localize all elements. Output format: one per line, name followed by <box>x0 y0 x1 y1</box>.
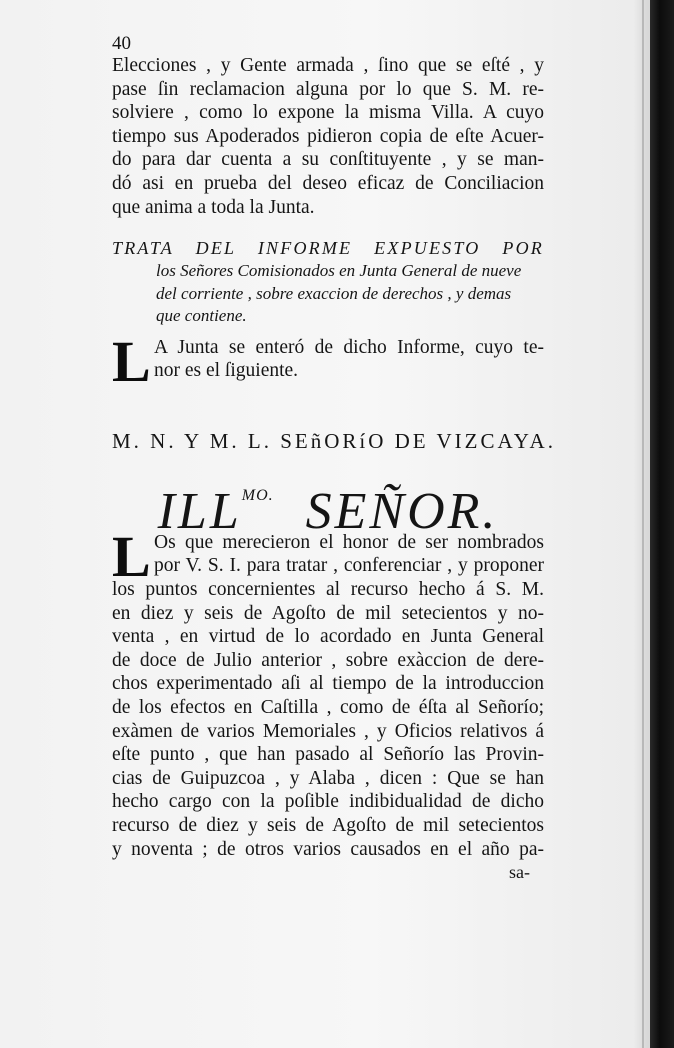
text-line: solviere , como lo expone la misma Villa. A cuyo <box>112 102 544 124</box>
text-line: Elecciones , y Gente armada , ſino que se eſté , y <box>112 55 544 76</box>
salutation-superscript: MO. <box>241 486 274 504</box>
section-heading <box>112 237 544 328</box>
text-line: do para dar cuenta a su conſtituyente , y se man- <box>112 149 544 171</box>
text-line: cias de Guipuzcoa , y Alaba , dicen : Que se han <box>112 767 544 789</box>
text-line: de doce de Julio anterior , sobre exàccion de dere- <box>112 649 544 671</box>
letter-body-paragraph <box>112 523 544 861</box>
page-text <box>112 33 556 883</box>
page-gutter-line <box>642 0 644 1048</box>
section-heading-line: los Señores Comisionados en Junta General de nueve <box>156 261 522 281</box>
text-line: A Junta se enteró de dicho Informe, cuyo te- <box>154 336 544 358</box>
text-line: de los efectos en Caſtilla , como de éſta al Señorío; <box>112 697 544 718</box>
text-line: Os que merecieron el honor de ser nombrados <box>154 531 544 553</box>
catchword: sa- <box>509 862 530 883</box>
drop-cap: L <box>112 523 151 589</box>
text-line: por V. S. I. para tratar , conferenciar , y proponer <box>154 555 544 577</box>
text-line: dó asi en prueba del deseo eficaz de Conciliacion <box>112 172 544 194</box>
section-heading-line: del corriente , sobre exaccion de derechos , y demas <box>156 283 512 303</box>
text-line: y noventa ; de otros varios causados en el año pa- <box>112 838 544 860</box>
text-line: chos experimentado aſi al tiempo de la introduccion <box>112 673 544 695</box>
section-heading-line: que contiene. <box>156 306 247 326</box>
text-line: eſte punto , que han pasado al Señorío las Provin- <box>112 744 544 766</box>
salutation-part: ILL <box>157 482 242 540</box>
salutation <box>112 469 544 540</box>
section-heading-title: TRATA DEL INFORME EXPUESTO POR <box>112 238 544 259</box>
text-line: nor es el ſiguiente. <box>154 360 299 382</box>
report-intro-paragraph <box>112 328 544 394</box>
letter-heading: M. N. Y M. L. SEñORíO DE VIZCAYA. <box>112 428 556 453</box>
page-number: 40 <box>112 33 131 54</box>
text-line: hecho cargo con la poſible indibidualidad de dicho <box>112 791 544 813</box>
page-edge-shadow <box>650 0 674 1048</box>
text-line: los puntos concernientes al recurso hecho á S. M. <box>112 579 544 601</box>
drop-cap: L <box>112 328 151 394</box>
text-line: exàmen de varios Memoriales , y Oficios relativos á <box>112 720 544 742</box>
text-line: recurso de diez y seis de Agoſto de mil setecientos <box>112 814 544 836</box>
text-line: pase ſin reclamacion alguna por lo que S. M. re- <box>112 78 544 100</box>
text-line: venta , en virtud de lo acordado en Junta General <box>112 626 544 648</box>
text-line: en diez y seis de Agoſto de mil setecientos y no- <box>112 602 544 624</box>
text-line: tiempo sus Apoderados pidieron copia de eſte Acuer- <box>112 125 544 147</box>
text-line: que anima a toda la Junta. <box>112 196 315 218</box>
salutation-part: SEÑOR. <box>305 482 499 540</box>
intro-paragraph <box>112 54 544 219</box>
